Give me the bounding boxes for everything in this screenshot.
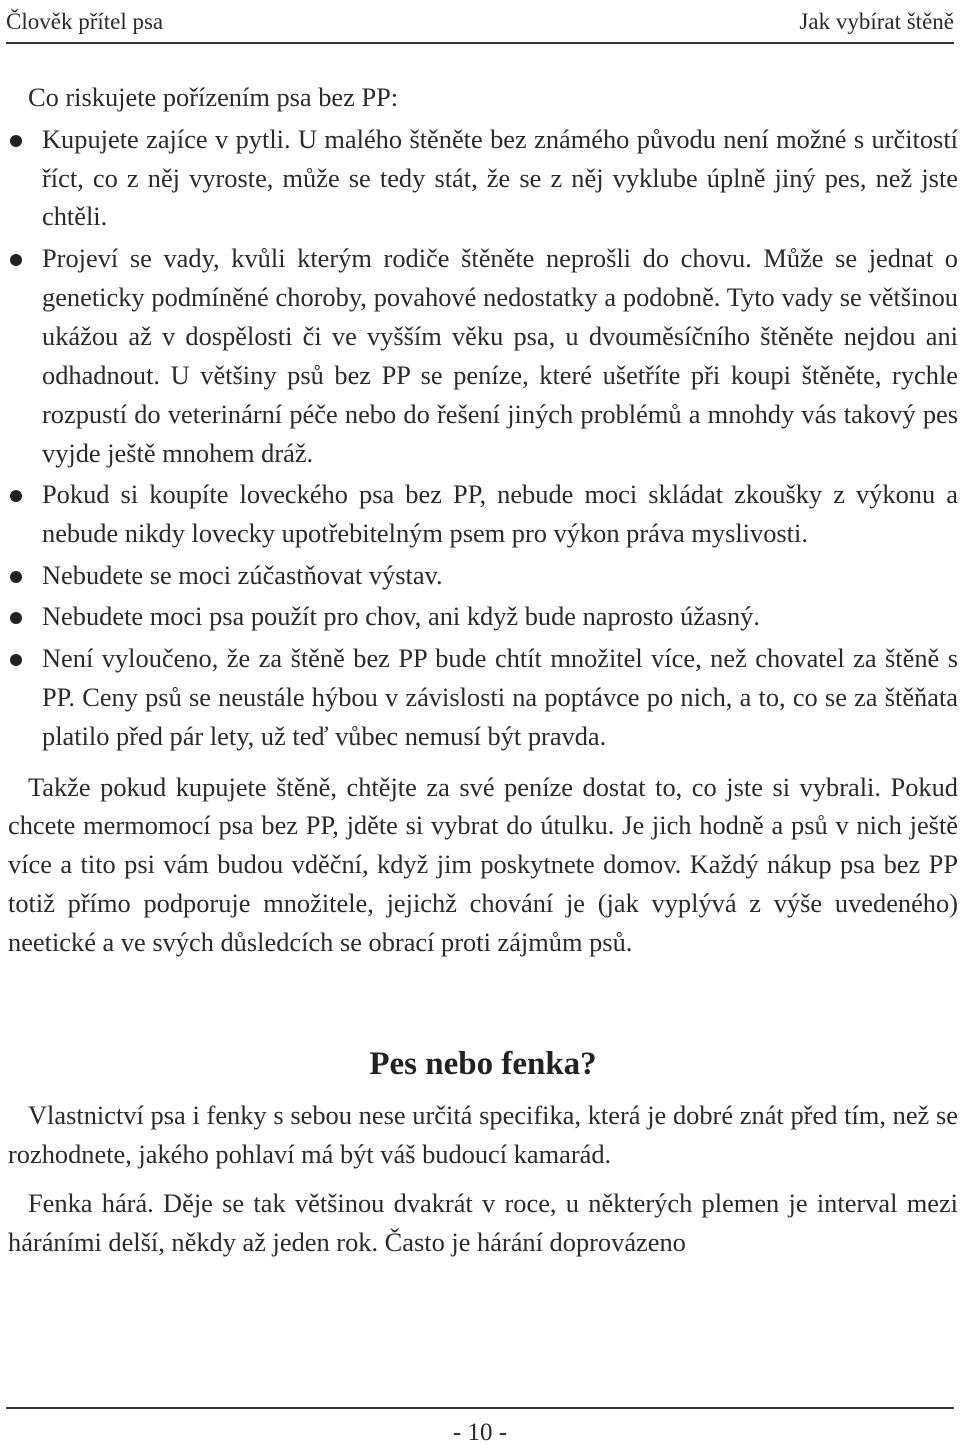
risk-list xyxy=(8,120,958,756)
bullet-icon xyxy=(10,490,22,502)
bullet-icon xyxy=(10,654,22,666)
list-item xyxy=(8,639,958,756)
list-item-text: Projeví se vady, kvůli kterým rodiče štěněte neprošli do chovu. Může se jednat o geneticky podmíněné choroby, povahové nedostatky a podobně. Tyto vady se většinou ukážou až v dospělosti či ve vyšším věku psa, u dvouměsíčního štěněte nejdou ani odhadnout. U většiny psů bez PP se peníze, které ušetříte při koupi štěněte, rychle rozpustí do veterinární péče nebo do řešení jiných problémů a mnohdy vás takový pes vyjde ještě mnohem dráž. xyxy=(42,243,958,468)
list-item-text: Kupujete zajíce v pytli. U malého štěněte bez známého původu není možné s určitostí říct, co z něj vyroste, může se tedy stát, že se z něj vyklube úplně jiný pes, než jste chtěli. xyxy=(42,123,958,232)
section-paragraph: Fenka hárá. Děje se tak většinou dvakrát v roce, u některých plemen je interval mezi háráními delší, někdy až jeden rok. Často je hárání doprovázeno xyxy=(8,1187,958,1257)
page-number: - 10 - xyxy=(452,1419,508,1446)
running-header xyxy=(6,2,954,44)
list-item xyxy=(8,475,958,553)
section-paragraph: Vlastnictví psa i fenky s sebou nese určitá specifika, která je dobré znát před tím, než se rozhodnete, jakého pohlaví má být váš budoucí kamarád. xyxy=(8,1100,958,1169)
list-item xyxy=(8,120,958,237)
header-chapter-title: Jak vybírat štěně xyxy=(799,9,954,34)
summary-paragraph: Takže pokud kupujete štěně, chtějte za své peníze dostat to, co jste si vybrali. Pokud chcete mermomocí psa bez PP, jděte si vybrat do útulku. Je jich hodně a psů v nich ještě více a tito psi vám budou vděční, když jim poskytnete domov. Každý nákup psa bez PP totiž přímo podporuje množitele, jejichž chování je (jak vyplývá z výše uvedeného) neetické a ve svých důsledcích se obrací proti zájmům psů. xyxy=(8,771,958,958)
list-item xyxy=(8,239,958,472)
bullet-icon xyxy=(10,612,22,624)
list-item-text: Pokud si koupíte loveckého psa bez PP, nebude moci skládat zkoušky z výkonu a nebude nikdy lovecky upotřebitelným psem pro výkon práva myslivosti. xyxy=(42,479,958,549)
list-item-text: Není vyloučeno, že za štěně bez PP bude chtít množitel více, než chovatel za štěně s PP. Ceny psů se neustále hýbou v závislosti na poptávce po nich, a to, co se za štěňata platilo před pár lety, už teď vůbec nemusí být pravda. xyxy=(42,642,958,751)
footer-rule xyxy=(6,1407,954,1409)
bullet-icon xyxy=(10,571,22,583)
list-item xyxy=(8,597,958,636)
page-body xyxy=(8,78,958,1262)
header-book-title: Člověk přítel psa xyxy=(6,9,164,34)
list-item-text: Nebudete moci psa použít pro chov, ani když bude naprosto úžasný. xyxy=(42,601,760,632)
bullet-icon xyxy=(10,135,22,147)
bullet-icon xyxy=(10,254,22,266)
list-item-text: Nebudete se moci zúčastňovat výstav. xyxy=(42,559,443,590)
section-heading: Pes nebo fenka? xyxy=(369,1046,597,1083)
list-item xyxy=(8,556,958,595)
risk-list-intro: Co riskujete pořízením psa bez PP: xyxy=(28,82,399,112)
